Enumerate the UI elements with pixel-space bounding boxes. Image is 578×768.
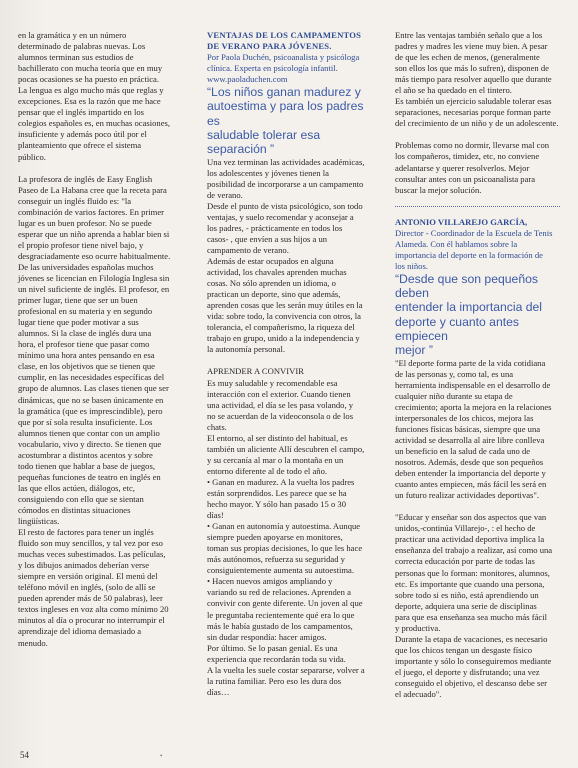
dotted-divider	[395, 206, 560, 207]
author-byline: Por Paola Duchén, psicoanalista y psicóloga clínica. Experta en psicología infantil. www.paoladuchen.com	[207, 52, 360, 85]
article-paragraph: en la gramática y en un número determinado de palabras nuevas. Los alumnos terminan sus estudios de bachillerato con mucha teoría que en muy pocas ocasiones se ha puesto en práctica. La lengua es algo mucho más que reglas y excepciones. Esa es la razón que me hace pensar que el inglés impartido en los colegios españoles es, en muchas ocasiones, insuficiente y además poco útil por el planteamiento que ofrece el sistema público.	[18, 30, 171, 162]
subheading: APRENDER A CONVIVIR	[207, 366, 304, 377]
column-middle	[207, 30, 375, 698]
article-paragraph: "El deporte forma parte de la vida cotidiana de las personas y, como tal, es una herramienta indispensable en el desarrollo de cualquier niño durante su etapa de crecimiento; aporta la mejora en la relaciones interpersonales de los chicos, mejora las funciones físicas básicas, siempre que una actividad se desarrolla al aire libre conlleva un beneficio en la salud de cada uno de nosotros. Además, desde que son pequeños deben entender la importancia del deporte y cuanto antes empiecen, más fácil les será en un futuro realizar actividades deportivas".	[395, 357, 552, 501]
pull-quote: “Desde que son pequeños deben entender la importancia del deporte y cuanto antes empiecen mejor ”	[395, 271, 543, 358]
decorative-mark: •	[160, 752, 163, 760]
article-paragraph: "Educar y enseñar son dos aspectos que van unidos,-continúa Villarejo-, : el hecho de practicar una actividad deportiva implica la enseñanza del trabajo a realizar, así como una correcta educación por parte de todas las personas que lo forman: monitores, alumnos, etc. Es importante que cuando una persona, sobre todo si es niño, está aprendiendo un deporte, adquiera una serie de disciplinas para que esa enseñanza sea mucho más fácil y productiva. Durante la etapa de vacaciones, es necesario que los chicos tengan un desgaste físico importante y sólo lo conseguiremos mediante el juego, el deporte y disfrutando; una vez conseguido el objetivo, el descanso debe ser el adecuado".	[395, 512, 553, 700]
interviewee-role: Director - Coordinador de la Escuela de Tenis Alameda. Con él hablamos sobre la importancia del deporte en la formación de los niños.	[395, 227, 553, 271]
pull-quote: “Los niños ganan madurez y autoestima y para los padres es saludable tolerar esa separación ”	[207, 85, 364, 157]
page-number: 54	[20, 750, 29, 760]
section-heading: VENTAJAS DE LOS CAMPAMENTOS DE VERANO PARA JÓVENES.	[207, 30, 362, 51]
column-left	[18, 30, 190, 649]
article-paragraph: Una vez terminan las actividades académicas, los adolescentes y jóvenes tienen la posibilidad de incorporarse a un campamento de verano. Desde el punto de vista psicológico, son todo ventajas, y suelo recomendar y aconsejar a los padres, - prácticamente en todos los casos- , que envíen a sus hijos a un campamento de verano. Además de estar ocupados en alguna actividad, los chavales aprenden muchas cosas. No sólo aprenden un idioma, o practican un deporte, sino que además, aprenden cosas que les serán muy útiles en la vida: sobre todo, la convivencia con otros, la tolerancia, el compañerismo, la riqueza del trabajo en grupo, unido a la independencia y la autonomía personal.	[207, 156, 365, 355]
article-paragraph: Es muy saludable y recomendable esa interacción con el exterior. Cuando tienen una actividad, el día se les pasa volando, y no se acuerdan de la videoconsola o de los chats. El entorno, al ser distinto del habitual, es también un aliciente Allí descubren el campo, y su cercanía al mar o la montaña en un entorno diferente al de todo el año. • Ganan en madurez. A la vuelta los padres están sorprendidos. Les parece que se ha hecho mayor. Y sólo han pasado 15 o 30 días! • Ganan en autonomía y autoestima. Aunque siempre pueden apoyarse en monitores, toman sus propias decisiones, lo que les hace más autónomos, refuerza su seguridad y consiguientemente aumenta su autoestima. • Hacen nuevos amigos ampliando y variando su red de relaciones. Aprenden a convivir con gente diferente. Un joven al que le preguntaba recientemente qué era lo que más le había gustado de los campamentos, sin dudar respondía: hacer amigos. Por último. Se lo pasan genial. Es una experiencia que recordarán toda su vida. A la vuelta les suele costar separarse, volver a la rutina familiar. Pero eso les dura dos días…	[207, 377, 365, 697]
column-right	[395, 30, 560, 700]
article-paragraph: Entre las ventajas también señalo que a los padres y madres les viene muy bien. A pesar de que les echen de menos, (generalmente son ellos los que más lo sufren), disponen de más tiempo para resolver aquello que durante el año se ha quedado en el tintero. Es también un ejercicio saludable tolerar esas separaciones, necesarias porque forman parte del crecimiento de un niño y de un adolescente.	[395, 30, 559, 129]
article-paragraph: La profesora de inglés de Easy English Paseo de La Habana cree que la receta para conseguir un inglés fluido es: "la combinación de varios factores. En primer lugar es un buen profesor. No se puede esperar que un niño aprenda a hablar bien si el propio profesor tiene nivel bajo, y desgraciadamente eso ocurre habitualmente. De las universidades españolas muchos jóvenes se licencian en Filología Inglesa sin un nivel suficiente de inglés. El profesor, en primer lugar, tiene que ser un buen profesional en su materia y en segundo lugar tiene que poder motivar a sus alumnos. Si la clase de inglés dura una hora, el profesor tiene que pasar como mínimo una hora antes pensando en esa clase, en los objetivos que se tienen que cumplir, en las necesidades específicas del grupo de alumnos. Las clases tienen que ser dinámicas, que no se basen únicamente en la gramática (que es imprescindible), pero que por sí sola resulta insuficiente. Los alumnos tienen que contar con un amplio vocabulario, vivo y directo. Se tienen que acostumbrar a distintos acentos y sobre todo tienen que hablar a base de juegos, pequeñas funciones de teatro en inglés en las que ellos actúen, diálogos, etc, consiguiendo con ello que se sientan cómodos en distintas situaciones lingüísticas. El resto de factores para tener un inglés fluido son muy sencillos, y tal vez por eso muchas veces subestimados. Las películas, y los dibujos animados deberían verse siempre en versión original. El menú del teléfono móvil en inglés, (solo de allí se pueden aprender más de 50 palabras), leer textos ingleses en voz alta como mínimo 20 minutos al día o procurar no interrumpir el aprendizaje del idioma demasiado a menudo.	[18, 173, 171, 648]
interviewee-name: ANTONIO VILLAREJO GARCÍA,	[395, 216, 528, 227]
article-paragraph: Problemas como no dormir, llevarse mal con los compañeros, timidez, etc, no conviene adelantarse y querer resolverlos. Mejor consultar antes con un psicoanalista para buscar la mejor solución.	[395, 140, 550, 195]
